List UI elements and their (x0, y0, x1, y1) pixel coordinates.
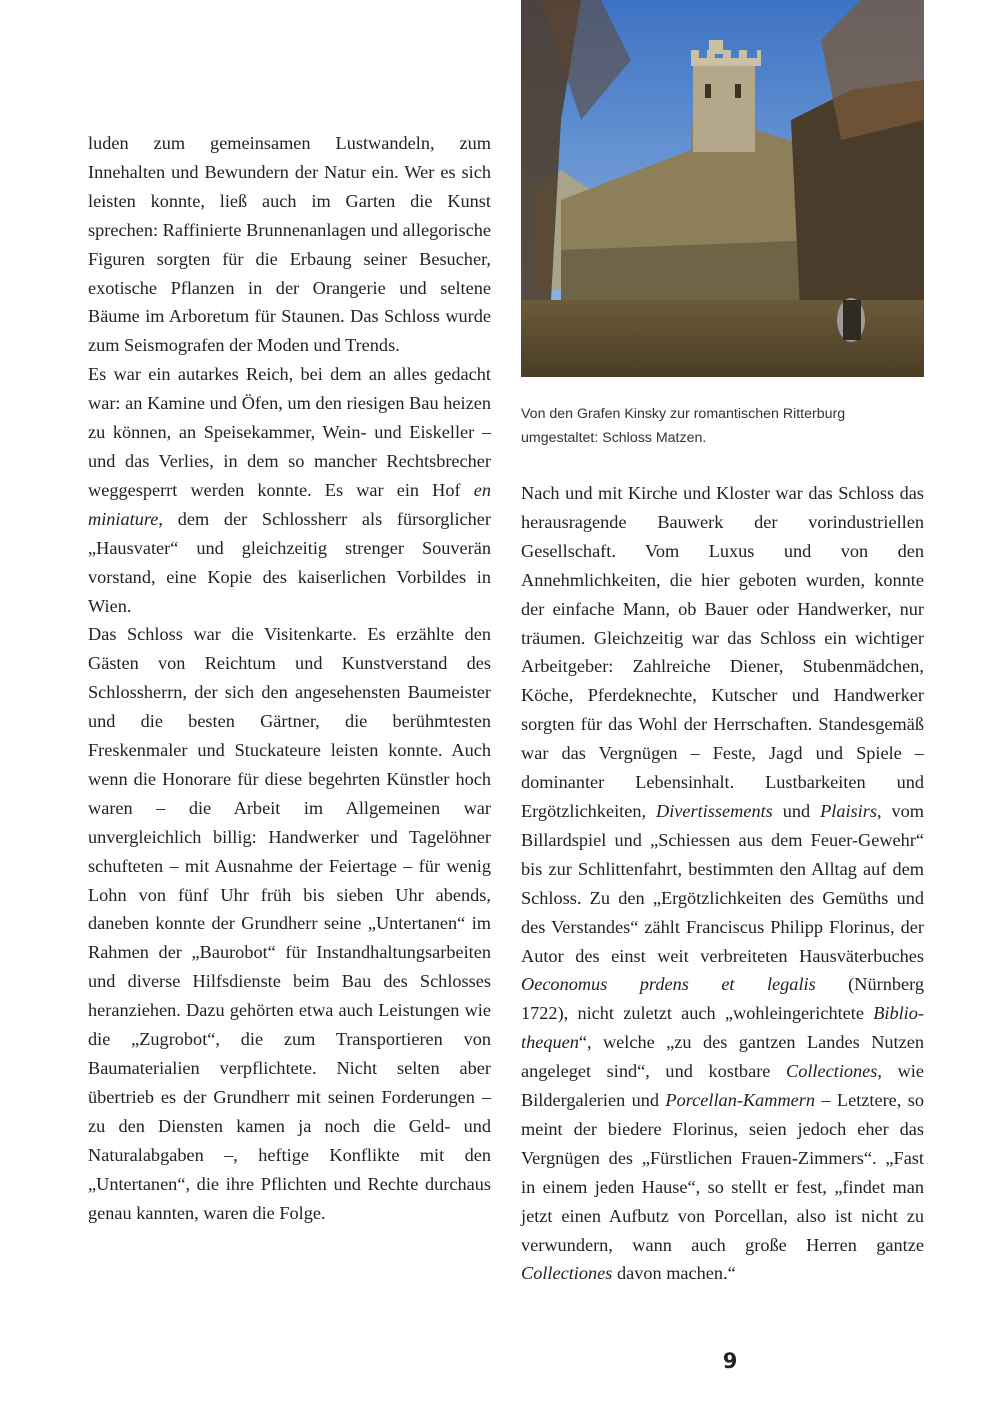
emphasis-text: Porcellan-Kammern (665, 1090, 816, 1111)
text-line (521, 999, 924, 1028)
paragraph (521, 1028, 924, 1288)
castle-photo (521, 0, 924, 377)
text-run: – Letztere, so meint der biedere Florinus, seien jedoch eher das Vergnügen des „Fürstlichen Frauen-Zimmers“. „Fast in einem jeden Hause“, so stellt er fest, „findet man jetzt einen Aufbutz von Porcellan, also ist nicht zu verwundern, wann auch große Herren gantze (521, 1090, 925, 1255)
emphasis-text: Collectiones (786, 1061, 878, 1082)
emphasis-text: Divertissements (656, 800, 773, 821)
garden-post (843, 300, 861, 340)
paragraph: luden zum gemeinsamen Lustwandeln, zum Innehalten und Bewundern der Natur ein. Wer es sich leisten konnte, ließ auch im Garten die Kunst sprechen: Raffinierte Brunnenanlagen und allegorische Figuren sorgten für die Erbaung seiner Besucher, exotische Pflanzen in der Orangerie und seltene Bäume im Arboretum für Staunen. Das Schloss wurde zum Seismografen der Moden und Trends. (88, 133, 491, 356)
emphasis-text: Oeconomus prdens et legalis (521, 974, 816, 995)
wall-shadow (561, 240, 821, 310)
text-run: , dem der Schlossherr als fürsorglicher „Hausvater“ und gleichzeitig strenger Souverän vorstand, eine Kopie des kaiserlichen Vorbildes in Wien. (88, 508, 491, 616)
emphasis-text: Plaisirs (820, 800, 877, 821)
paragraph (521, 508, 924, 826)
castle-tower (693, 62, 755, 152)
page-number: 9 (722, 1349, 738, 1373)
text-run: , vom (876, 800, 924, 821)
text-run: 1722), nicht zuletzt auch „wohleingerichtete (521, 1003, 874, 1024)
text-run: (Nürnberg (815, 974, 924, 995)
tower-turret (709, 40, 723, 54)
text-run: davon machen.“ (612, 1263, 736, 1284)
paragraph (88, 360, 491, 620)
text-run: und (772, 800, 821, 821)
emphasis-text: en miniature (88, 479, 491, 529)
text-line: Nach und mit Kirche und Kloster war das Schloss das (521, 483, 924, 503)
emphasis-text: Biblio- (873, 1003, 924, 1024)
left-text-column (88, 129, 491, 1227)
tower-window (705, 84, 711, 98)
emphasis-text: thequen (521, 1032, 579, 1053)
paragraph (521, 855, 924, 1000)
paragraph: Das Schloss war die Visitenkarte. Es erzählte den Gästen von Reichtum und Kunstverstand des Schlossherrn, der sich den angesehensten Baumeister und die besten Gärtner, die berühmtesten Freskenmaler und Stuckateure leisten konnte. Auch wenn die Honorare für diese begehrten Künstler hoch waren – die Arbeit im Allgemeinen war unvergleichlich billig: Handwerker und Tagelöhner schufteten – mit Ausnahme der Feiertage – für wenig Lohn von fünf Uhr früh bis sieben Uhr abends, daneben konnte der Grundherr seine „Untertanen“ im Rahmen der „Baurobot“ für Instandhaltungsarbeiten und diverse Hilfsdienste beim Bau des Schlosses heranziehen. Dazu gehörten etwa auch Leistungen wie die „Zugrobot“, die zum Transportieren von Baumaterialien verpflichtete. Nicht selten aber übertrieb es der Grundherr mit seinen Forderungen – zu den Diensten kamen ja noch die Geld- und Naturalabgaben –, heftige Konflikte mit den „Untertanen“, die ihre Pflichten und Rechte durchaus genau kannten, waren die Folge. (88, 624, 491, 1223)
tower-window (735, 84, 741, 98)
photo-caption: Von den Grafen Kinsky zur romantischen Ritterburg umgestaltet: Schloss Matzen. (521, 406, 846, 446)
text-run: “, welche „zu des gantzen Landes Nutzen angeleget sind“, und kostbare (521, 1032, 924, 1082)
right-text-column (521, 479, 924, 1288)
text-run: bis zur Schlittenfahrt, bestimmten den Alltag auf dem Schloss. Zu den „Ergötzlichkeiten des Gemüths und des Verstandes“ zählt Franciscus Philipp Florinus, der Autor des einst weit verbreiteten Hausväterbuches (521, 858, 924, 966)
emphasis-text: Collectiones (521, 1263, 613, 1284)
text-line: Billardspiel und „Schiessen aus dem Feuer-Gewehr“ (521, 829, 924, 850)
text-run: , wie Bildergalerien und (521, 1061, 924, 1111)
text-run: Es war ein autarkes Reich, bei dem an alles gedacht war: an Kamine und Öfen, um den riesigen Bau heizen zu können, an Speisekammer, Wein- und Eiskeller – und das Verlies, in dem so mancher Rechtsbrecher weggesperrt werden konnte. Es war ein Hof (88, 364, 491, 500)
text-run: herausragende Bauwerk der vorindustriellen Gesellschaft. Vom Luxus und von den Annehmlichkeiten, die hier geboten wurden, konnte der einfache Mann, ob Bauer oder Handwerker, nur träumen. Gleichzeitig war das Schloss ein wichtiger Arbeitgeber: Zahlreiche Diener, Stubenmädchen, Köche, Pferdeknechte, Kutscher und Handwerker sorgten für das Wohl der Herrschaften. Standesgemäß war das Vergnügen – Feste, Jagd und Spiele – dominanter Lebensinhalt. Lustbarkeiten und Ergötzlichkeiten, (521, 511, 924, 821)
